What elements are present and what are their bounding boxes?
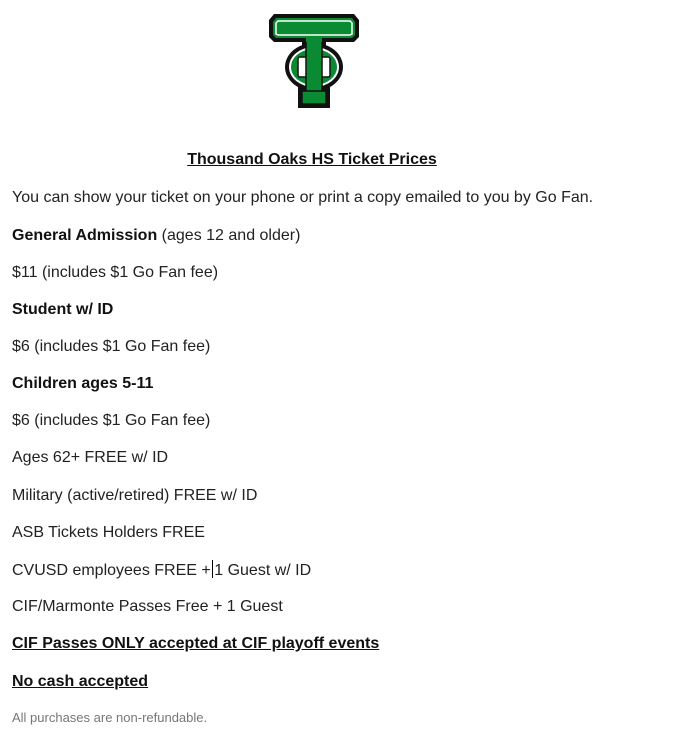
footer-note: All purchases are non-refundable.: [12, 710, 208, 725]
general-admission-note: (ages 12 and older): [157, 227, 301, 244]
cif-marmonte-line: CIF/Marmonte Passes Free + 1 Guest: [12, 598, 283, 615]
general-admission-price: $11 (includes $1 Go Fan fee): [12, 264, 219, 281]
cvusd-line: [12, 560, 311, 581]
page-title: Thousand Oaks HS Ticket Prices: [187, 151, 437, 168]
student-price: $6 (includes $1 Go Fan fee): [12, 338, 211, 355]
free-item-military: Military (active/retired) FREE w/ ID: [12, 487, 258, 504]
thousand-oaks-to-monogram-icon: [268, 13, 360, 109]
general-admission-label: General Admission: [12, 227, 158, 244]
student-label: Student w/ ID: [12, 301, 114, 318]
free-item-seniors: Ages 62+ FREE w/ ID: [12, 449, 169, 466]
intro-text: You can show your ticket on your phone or print a copy emailed to you by Go Fan.: [12, 189, 594, 206]
cash-notice: No cash accepted: [12, 673, 149, 690]
cvusd-text-after: 1 Guest w/ ID: [214, 562, 312, 579]
free-item-asb: ASB Tickets Holders FREE: [12, 524, 205, 541]
general-admission-line: [12, 226, 300, 246]
children-label: Children ages 5-11: [12, 375, 154, 392]
children-price: $6 (includes $1 Go Fan fee): [12, 412, 211, 429]
cvusd-text-before: CVUSD employees FREE +: [12, 562, 211, 579]
text-cursor: [212, 560, 214, 578]
cif-notice: CIF Passes ONLY accepted at CIF playoff events: [12, 635, 380, 652]
